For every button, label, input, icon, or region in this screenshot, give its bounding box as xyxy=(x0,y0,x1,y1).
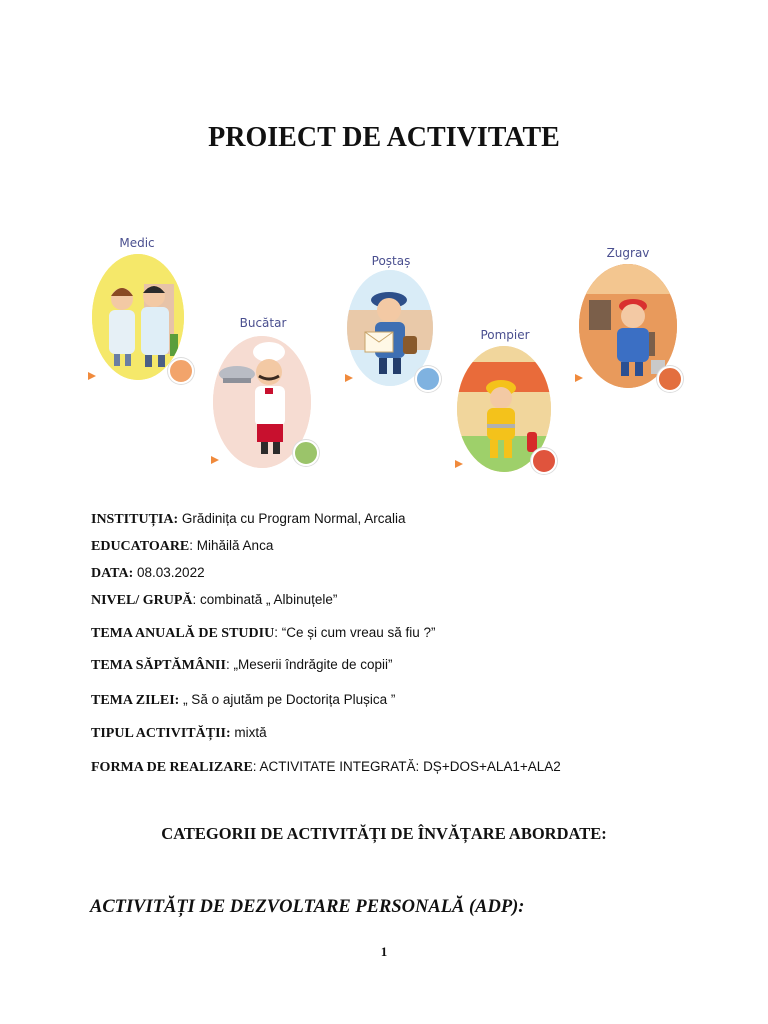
illustration-bucatar xyxy=(207,312,319,472)
info-row-forma-de-realizare xyxy=(91,758,561,777)
info-value: Grădinița cu Program Normal, Arcalia xyxy=(178,511,406,526)
info-row-data xyxy=(91,564,205,583)
info-key: TEMA ANUALĂ DE STUDIU xyxy=(91,626,275,641)
illustration-label: Medic xyxy=(119,236,155,250)
info-key: NIVEL/ GRUPĂ xyxy=(91,593,193,608)
illustration-pompier xyxy=(453,326,557,476)
info-row-nivel-grupa xyxy=(91,591,337,610)
info-row-tema-zilei xyxy=(91,691,395,710)
info-key: TIPUL ACTIVITĂȚII: xyxy=(91,726,231,741)
play-marker-icon xyxy=(88,372,96,380)
illustration-medic xyxy=(86,232,188,387)
info-value: 08.03.2022 xyxy=(133,565,205,580)
illustration-label: Pompier xyxy=(480,328,530,342)
info-row-tema-saptamanii xyxy=(91,656,393,675)
info-value: : ACTIVITATE INTEGRATĂ: DȘ+DOS+ALA1+ALA2 xyxy=(252,759,561,774)
illustration-label: Poștaș xyxy=(371,254,411,268)
info-key: INSTITUȚIA: xyxy=(91,512,179,527)
illustration-postas xyxy=(343,252,439,390)
info-value: : “Ce și cum vreau să fiu ?” xyxy=(274,625,436,640)
info-key: TEMA ZILEI: xyxy=(91,693,180,708)
illustration-label: Zugrav xyxy=(606,246,650,260)
badge-icon xyxy=(415,366,441,392)
section-title: CATEGORII DE ACTIVITĂȚI DE ÎNVĂȚARE ABORDATE: xyxy=(161,824,607,843)
info-value: „ Să o ajutăm pe Doctorița Plușica ” xyxy=(179,692,396,707)
subsection-title: ACTIVITĂȚI DE DEZVOLTARE PERSONALĂ (ADP): xyxy=(90,897,525,917)
info-row-institutie xyxy=(91,510,405,529)
info-value: : Mihăilă Anca xyxy=(189,538,274,553)
doctors-icon xyxy=(92,254,184,380)
info-row-educatoare xyxy=(91,537,273,556)
illustration-zugrav xyxy=(573,244,683,392)
info-row-tema-anuala xyxy=(91,624,436,643)
info-key: TEMA SĂPTĂMÂNII xyxy=(91,658,226,673)
play-marker-icon xyxy=(211,456,219,464)
badge-icon xyxy=(657,366,683,392)
info-value: : „Meserii îndrăgite de copii” xyxy=(225,657,393,672)
page-number: 1 xyxy=(380,944,388,959)
info-value: : combinată „ Albinuțele” xyxy=(192,592,338,607)
badge-icon xyxy=(293,440,319,466)
document-title: PROIECT DE ACTIVITATE xyxy=(208,122,560,153)
info-key: DATA: xyxy=(91,566,134,581)
play-marker-icon xyxy=(455,460,463,468)
info-value: mixtă xyxy=(230,725,267,740)
play-marker-icon xyxy=(575,374,583,382)
illustration-label: Bucătar xyxy=(239,316,287,330)
info-key: FORMA DE REALIZARE xyxy=(91,760,253,775)
info-row-tipul-activitatii xyxy=(91,724,267,743)
play-marker-icon xyxy=(345,374,353,382)
info-key: EDUCATOARE xyxy=(91,539,190,554)
badge-icon xyxy=(531,448,557,474)
badge-icon xyxy=(168,358,194,384)
